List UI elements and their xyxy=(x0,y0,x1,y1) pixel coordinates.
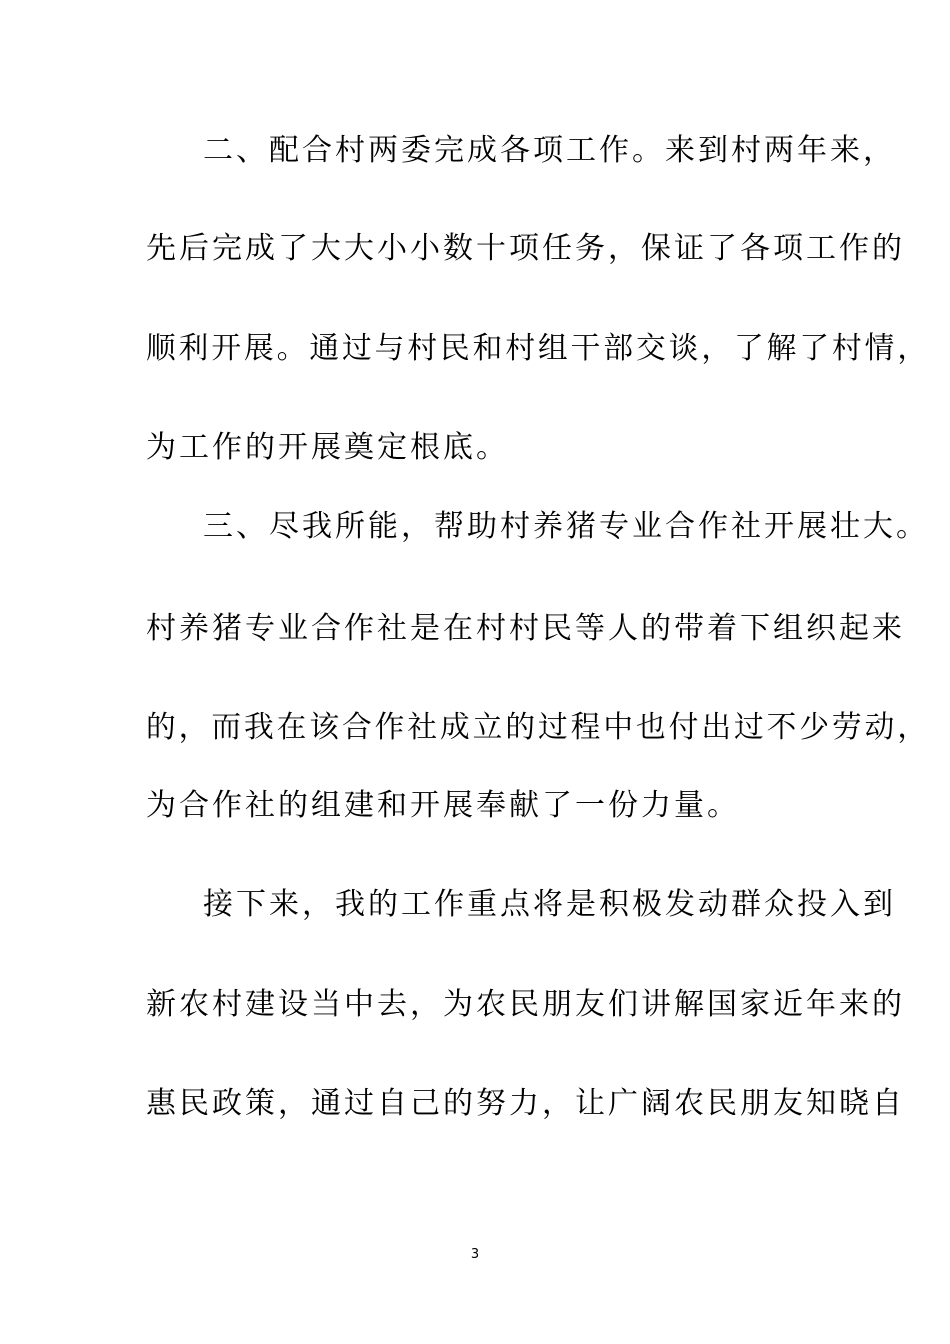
paragraph-2-line-1: 三、尽我所能，帮助村养猪专业合作社开展壮大。 xyxy=(203,509,929,544)
paragraph-2-line-3: 的，而我在该合作社成立的过程中也付出过不少劳动， xyxy=(146,710,931,745)
paragraph-3-line-2: 新农村建设当中去，为农民朋友们讲解国家近年来的 xyxy=(146,987,905,1022)
paragraph-1-line-2: 先后完成了大大小小数十项任务，保证了各项工作的 xyxy=(146,231,905,266)
paragraph-1-line-4: 为工作的开展奠定根底。 xyxy=(146,430,509,465)
paragraph-3-line-3: 惠民政策，通过自己的努力，让广阔农民朋友知晓自 xyxy=(146,1086,905,1121)
paragraph-2-line-4: 为合作社的组建和开展奉献了一份力量。 xyxy=(146,788,740,823)
paragraph-2-line-2: 村养猪专业合作社是在村村民等人的带着下组织起来 xyxy=(146,611,905,646)
paragraph-1-line-1: 二、配合村两委完成各项工作。来到村两年来， xyxy=(203,133,896,168)
paragraph-3-line-1: 接下来，我的工作重点将是积极发动群众投入到 xyxy=(203,887,896,922)
page-number: 3 xyxy=(470,1247,480,1262)
paragraph-1-line-3: 顺利开展。通过与村民和村组干部交谈，了解了村情， xyxy=(146,331,931,366)
